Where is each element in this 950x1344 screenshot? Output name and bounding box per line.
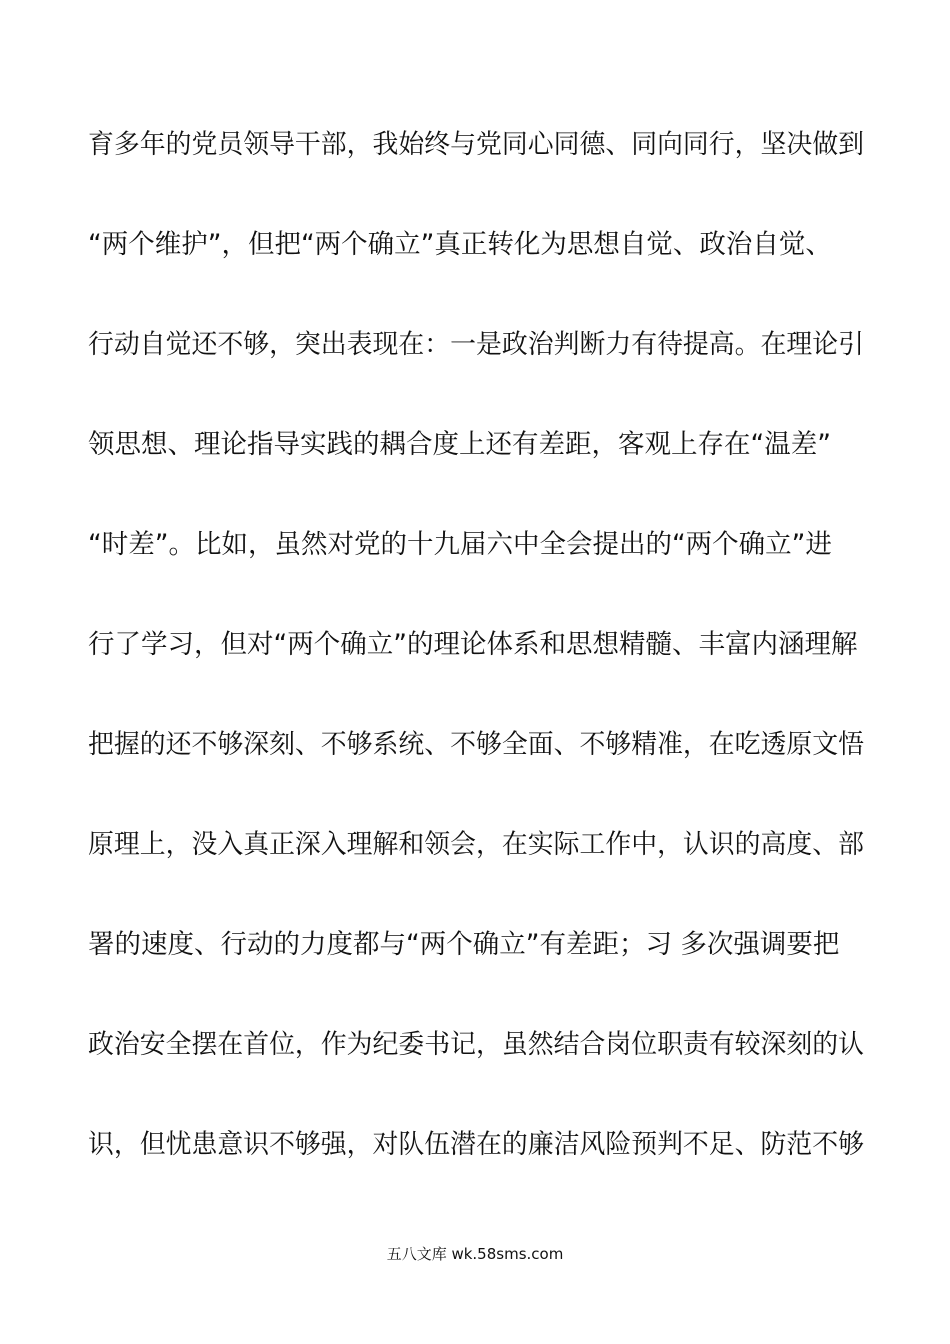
text-line: [88, 420, 864, 520]
text-line: [88, 1020, 864, 1120]
body-text: [88, 120, 864, 1220]
text-line: [88, 1120, 864, 1220]
text-line-content: “时差”。比如，虽然对党的十九届六中全会提出的“两个确立”进: [88, 529, 832, 560]
text-line-content: 行动自觉还不够，突出表现在：一是政治判断力有待提高。在理论引: [88, 329, 864, 360]
text-line: [88, 520, 864, 620]
text-line-content: 行了学习，但对“两个确立”的理论体系和思想精髓、丰富内涵理解: [88, 629, 858, 660]
footer-watermark: 五八文库 wk.58sms.com: [386, 1245, 564, 1263]
text-line: [88, 720, 864, 820]
text-line-content: 把握的还不够深刻、不够系统、不够全面、不够精准，在吃透原文悟: [88, 729, 864, 760]
text-line-content: 识，但忧患意识不够强，对队伍潜在的廉洁风险预判不足、防范不够: [88, 1129, 864, 1160]
text-line: [88, 820, 864, 920]
text-line-content: 署的速度、行动的力度都与“两个确立”有差距；习 多次强调要把: [88, 929, 840, 960]
text-line: [88, 620, 864, 720]
text-line: [88, 120, 864, 220]
text-line-content: 政治安全摆在首位，作为纪委书记，虽然结合岗位职责有较深刻的认: [88, 1029, 864, 1060]
text-line: [88, 320, 864, 420]
text-line: [88, 220, 864, 320]
text-line-content: 原理上，没入真正深入理解和领会，在实际工作中，认识的高度、部: [88, 829, 864, 860]
text-line-content: 领思想、理论指导实践的耦合度上还有差距，客观上存在“温差”: [88, 429, 831, 460]
text-line-content: “两个维护”，但把“两个确立”真正转化为思想自觉、政治自觉、: [88, 229, 832, 260]
text-line-content: 育多年的党员领导干部，我始终与党同心同德、同向同行，坚决做到: [88, 129, 864, 160]
text-line: [88, 920, 864, 1020]
